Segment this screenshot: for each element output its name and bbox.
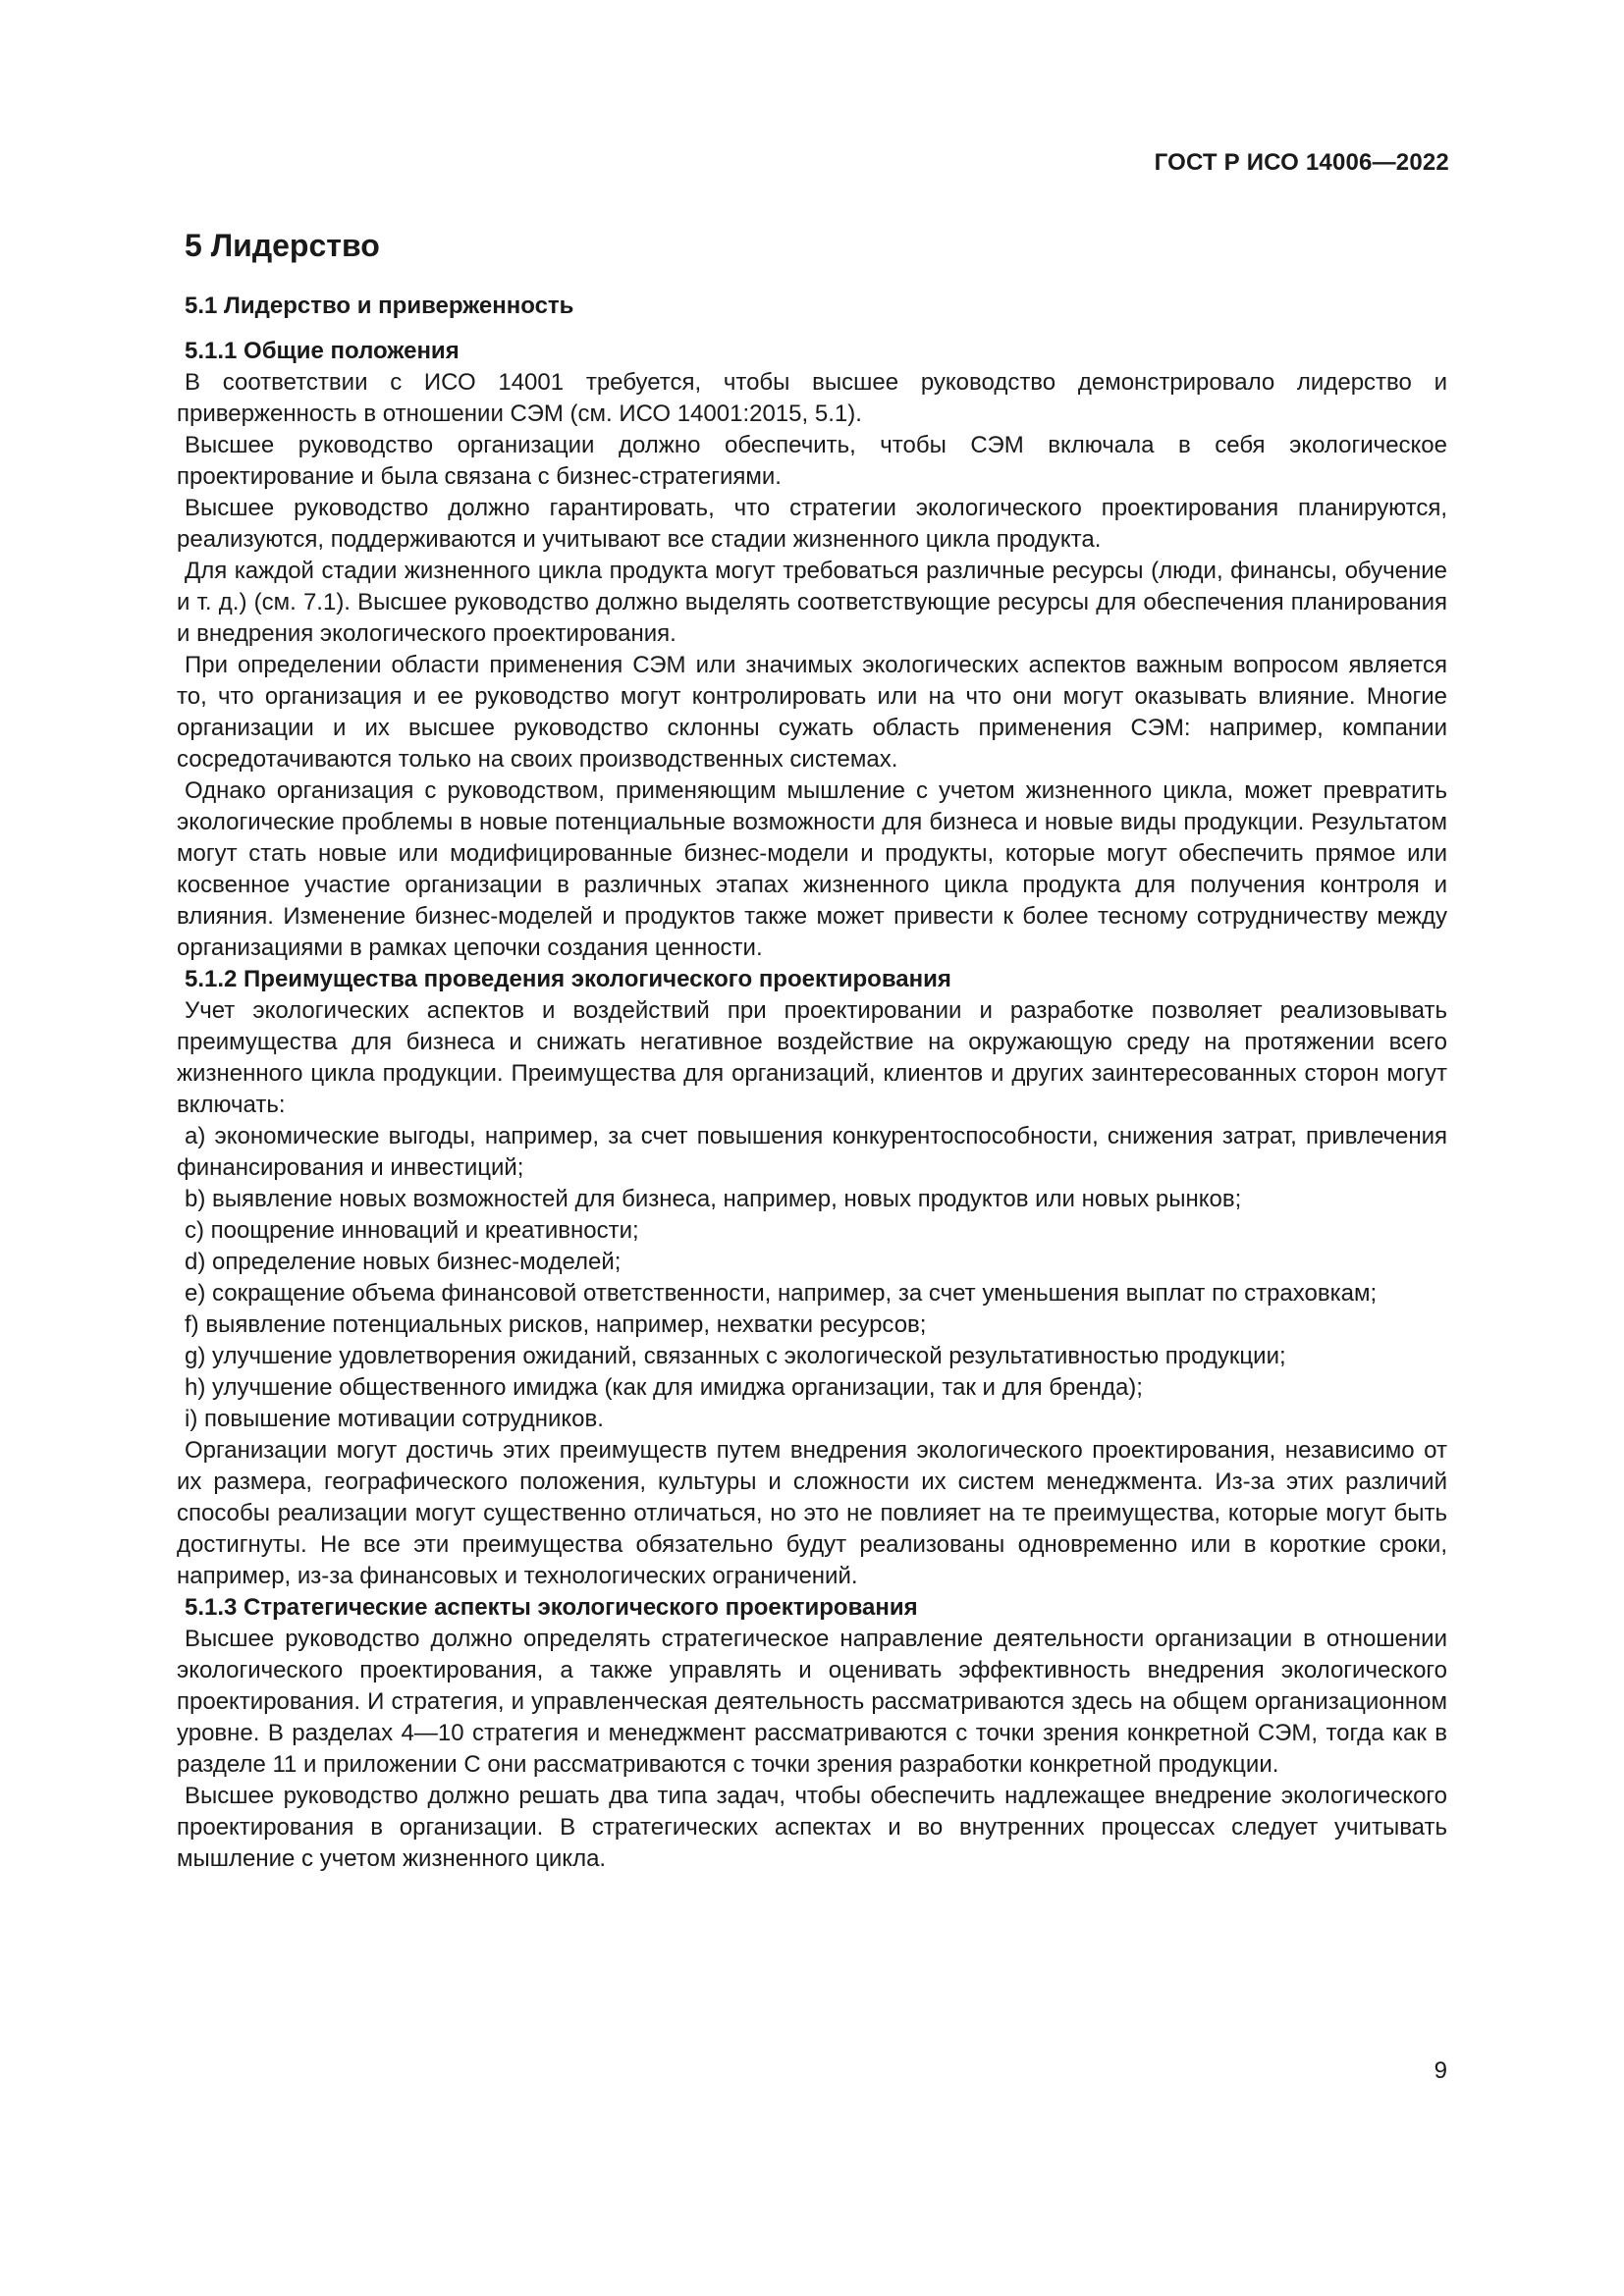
paragraph: Учет экологических аспектов и воздействий при проектировании и разработке позволяет реализовывать преимущества для бизнеса и снижать негативное воздействие на окружающую среду на протяжении всего жизненного цикла продукции. Преимущества для организаций, клиентов и других заинтересованных сторон могут включать:	[177, 997, 1447, 1118]
list-item: i) повышение мотивации сотрудников.	[185, 1406, 604, 1432]
clause-5-1-3-title: 5.1.3 Стратегические аспекты экологического проектирования	[185, 1594, 918, 1621]
list-item: f) выявление потенциальных рисков, например, нехватки ресурсов;	[185, 1311, 927, 1338]
page-content	[177, 226, 1447, 1875]
list-item: b) выявление новых возможностей для бизнеса, например, новых продуктов или новых рынков;	[185, 1186, 1242, 1212]
paragraph: Организации могут достичь этих преимуществ путем внедрения экологического проектирования, независимо от их размера, географического положения, культуры и сложности их систем менеджмента. Из-за этих различий способы реализации могут существенно отличаться, но это не повлияет на те преимущества, которые могут быть достигнуты. Не все эти преимущества обязательно будут реализованы одновременно или в короткие сроки, например, из-за финансовых и технологических ограничений.	[177, 1437, 1447, 1589]
paragraph: В соответствии с ИСО 14001 требуется, чтобы высшее руководство демонстрировало лидерство и приверженность в отношении СЭМ (см. ИСО 14001:2015, 5.1).	[177, 369, 1447, 427]
paragraph: Высшее руководство должно определять стратегическое направление деятельности организации в отношении экологического проектирования, а также управлять и оценивать эффективность внедрения экологического проектирования. И стратегия, и управленческая деятельность рассматриваются здесь на общем организационном уровне. В разделах 4—10 стратегия и менеджмент рассматриваются с точки зрения конкретной СЭМ, тогда как в разделе 11 и приложении С они рассматриваются с точки зрения разработки конкретной продукции.	[177, 1626, 1447, 1778]
clause-5-1-1-title: 5.1.1 Общие положения	[185, 338, 460, 364]
paragraph: Для каждой стадии жизненного цикла продукта могут требоваться различные ресурсы (люди, финансы, обучение и т. д.) (см. 7.1). Высшее руководство должно выделять соответствующие ресурсы для обеспечения планирования и внедрения экологического проектирования.	[177, 558, 1447, 647]
list-item: h) улучшение общественного имиджа (как для имиджа организации, так и для бренда);	[185, 1374, 1143, 1401]
list-item: d) определение новых бизнес-моделей;	[185, 1249, 622, 1275]
subsection-title: 5.1 Лидерство и приверженность	[185, 293, 574, 319]
paragraph: Высшее руководство организации должно обеспечить, чтобы СЭМ включала в себя экологическое проектирование и была связана с бизнес-стратегиями.	[177, 432, 1447, 490]
paragraph: Высшее руководство должно решать два типа задач, чтобы обеспечить надлежащее внедрение экологического проектирования в организации. В стратегических аспектах и во внутренних процессах следует учитывать мышление с учетом жизненного цикла.	[177, 1783, 1447, 1872]
page-number: 9	[1434, 2057, 1447, 2084]
paragraph: Однако организация с руководством, применяющим мышление с учетом жизненного цикла, может превратить экологические проблемы в новые потенциальные возможности для бизнеса и новые виды продукции. Результатом могут стать новые или модифицированные бизнес-модели и продукты, которые могут обеспечить прямое или косвенное участие организации в различных этапах жизненного цикла продукта для получения контроля и влияния. Изменение бизнес-моделей и продуктов также может привести к более тесному сотрудничеству между организациями в рамках цепочки создания ценности.	[177, 777, 1447, 961]
list-item: c) поощрение инноваций и креативности;	[185, 1217, 639, 1244]
document-code: ГОСТ Р ИСО 14006—2022	[1154, 149, 1449, 176]
section-title: 5 Лидерство	[185, 228, 380, 263]
list-item: e) сокращение объема финансовой ответственности, например, за счет уменьшения выплат по страховкам;	[185, 1280, 1378, 1307]
list-item: g) улучшение удовлетворения ожиданий, связанных с экологической результативностью продукции;	[185, 1343, 1286, 1369]
paragraph: При определении области применения СЭМ или значимых экологических аспектов важным вопросом является то, что организация и ее руководство могут контролировать или на что они могут оказывать влияние. Многие организации и их высшее руководство склонны сужать область применения СЭМ: например, компании сосредотачиваются только на своих производственных системах.	[177, 652, 1447, 773]
paragraph: Высшее руководство должно гарантировать, что стратегии экологического проектирования планируются, реализуются, поддерживаются и учитывают все стадии жизненного цикла продукта.	[177, 495, 1447, 553]
list-item: a) экономические выгоды, например, за счет повышения конкурентоспособности, снижения затрат, привлечения финансирования и инвестиций;	[177, 1123, 1447, 1181]
clause-5-1-2-title: 5.1.2 Преимущества проведения экологического проектирования	[185, 966, 951, 992]
